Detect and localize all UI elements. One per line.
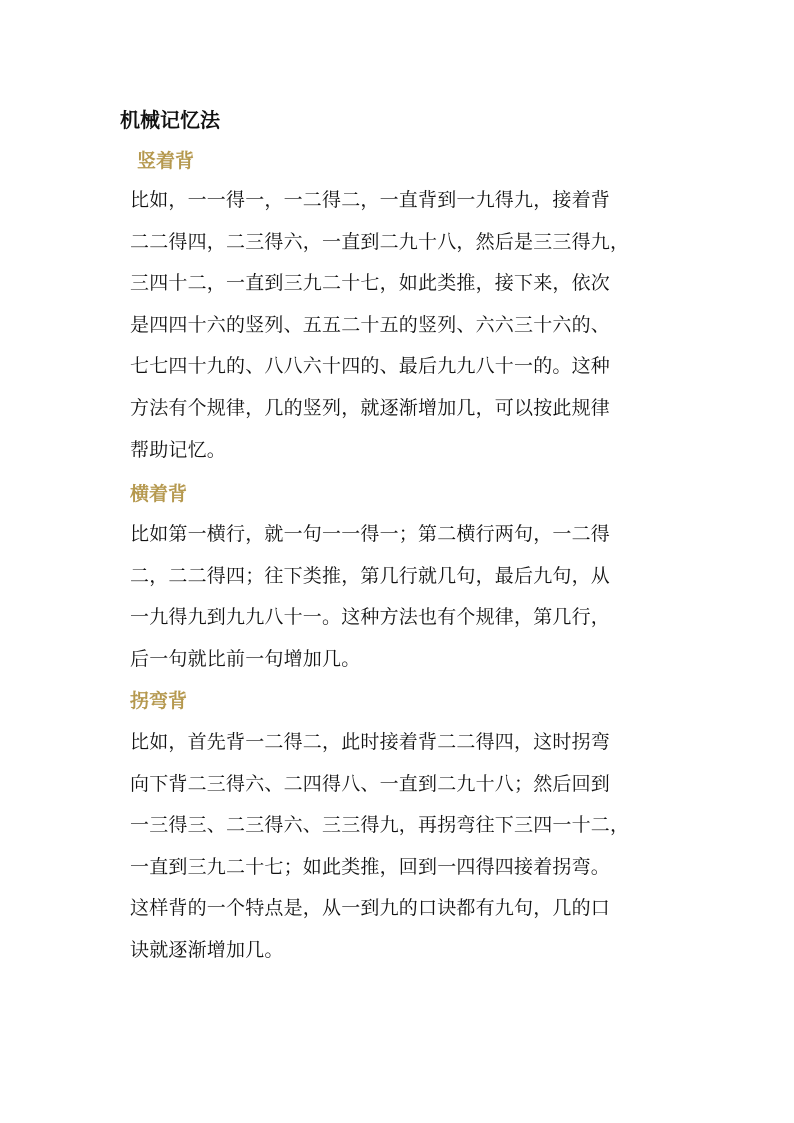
paragraph-line: 一三得三、二三得六、三三得九，再拐弯往下三四一十二， bbox=[130, 814, 630, 837]
paragraph-line: 二二得四，二三得六，一直到二九十八，然后是三三得九， bbox=[130, 230, 630, 253]
paragraph-line: 这样背的一个特点是，从一到九的口诀都有九句，几的口 bbox=[130, 897, 611, 920]
section-heading-horizontal: 横着背 bbox=[130, 483, 188, 505]
page-title: 机械记忆法 bbox=[120, 108, 220, 132]
paragraph-line: 二，二二得四；往下类推，第几行就几句，最后九句，从 bbox=[130, 564, 611, 587]
paragraph-line: 比如，一一得一，一二得二，一直背到一九得九，接着背 bbox=[130, 189, 611, 211]
paragraph-line: 方法有个规律，几的竖列，就逐渐增加几，可以按此规律 bbox=[130, 396, 611, 419]
section-heading-turning: 拐弯背 bbox=[130, 690, 188, 712]
paragraph-line: 一直到三九二十七；如此类推，回到一四得四接着拐弯。 bbox=[130, 855, 611, 878]
paragraph-line: 三四十二，一直到三九二十七，如此类推，接下来，依次 bbox=[130, 272, 611, 295]
section-paragraph-horizontal bbox=[130, 514, 690, 680]
section-paragraph-vertical bbox=[130, 180, 690, 471]
paragraph-line: 比如，首先背一二得二，此时接着背二二得四，这时拐弯 bbox=[130, 731, 611, 753]
paragraph-line: 比如第一横行，就一句一一得一；第二横行两句，一二得 bbox=[130, 523, 611, 545]
paragraph-line: 向下背二三得六、二四得八、一直到二九十八；然后回到 bbox=[130, 772, 611, 795]
paragraph-line: 帮助记忆。 bbox=[130, 438, 227, 461]
paragraph-line: 一九得九到九九八十一。这种方法也有个规律，第几行， bbox=[130, 606, 611, 629]
paragraph-line: 诀就逐渐增加几。 bbox=[130, 938, 284, 961]
paragraph-line: 是四四十六的竖列、五五二十五的竖列、六六三十六的、 bbox=[130, 313, 611, 336]
paragraph-line: 七七四十九的、八八六十四的、最后九九八十一的。这种 bbox=[130, 355, 611, 378]
paragraph-line: 后一句就比前一句增加几。 bbox=[130, 647, 361, 670]
section-paragraph-turning bbox=[130, 722, 690, 972]
section-heading-vertical: 竖着背 bbox=[137, 150, 195, 172]
